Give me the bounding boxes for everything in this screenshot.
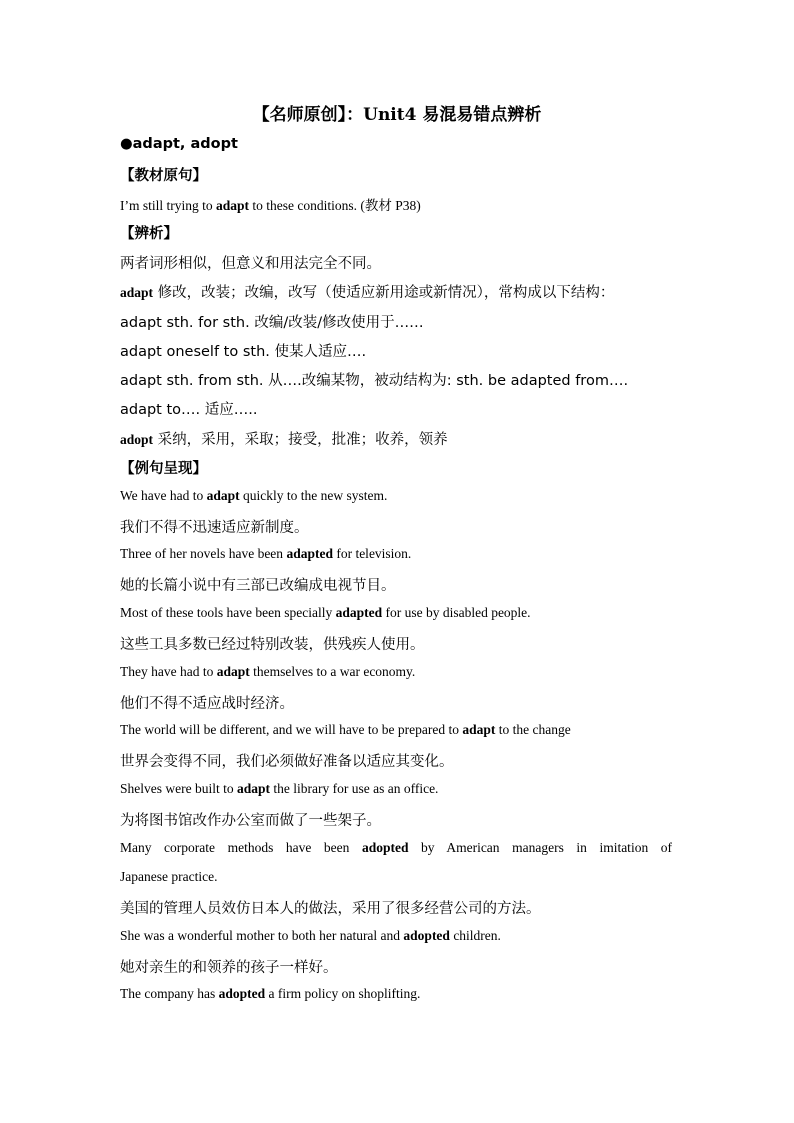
example-text: Most of these tools have been specially xyxy=(120,605,336,620)
example-en xyxy=(120,986,420,1002)
definition-text: 修改，改装；改编，改写（使适应新用途或新情况），常构成以下结构： xyxy=(153,285,615,301)
pattern-line: adapt sth. from sth. 从….改编某物，被动结构为: sth. be adapted from…. xyxy=(120,373,629,389)
example-keyword: adapt xyxy=(206,488,240,503)
sentence-keyword: adapt xyxy=(216,198,250,213)
pattern-line: adapt to…. 适应….. xyxy=(120,402,258,418)
example-en xyxy=(120,546,411,562)
sentence-text: I’m still trying to xyxy=(120,198,216,213)
example-keyword: adopted xyxy=(403,928,450,943)
example-en xyxy=(120,488,387,504)
example-keyword: adapted xyxy=(286,546,333,561)
example-text: for use by disabled people. xyxy=(382,605,531,620)
example-cn: 他们不得不适应战时经济。 xyxy=(120,696,294,712)
example-text: Shelves were built to xyxy=(120,781,237,796)
example-keyword: adopted xyxy=(218,986,266,1001)
adopt-definition xyxy=(120,428,448,449)
example-text: for television. xyxy=(332,546,412,561)
pattern-line: adapt oneself to sth. 使某人适应…. xyxy=(120,344,367,360)
example-text: We have had to xyxy=(120,488,207,503)
page-title: 【名师原创】：Unit4 易混易错点辨析 xyxy=(252,105,542,125)
example-text: by American managers in imitation of xyxy=(408,840,672,855)
example-text: They have had to xyxy=(120,664,217,679)
example-text: themselves to a war economy. xyxy=(249,664,416,679)
section-analysis-heading: 【辨析】 xyxy=(120,226,178,242)
definition-text: 采纳，采用，采取；接受，批准；收养，领养 xyxy=(153,432,448,448)
definition-keyword: adopt xyxy=(120,432,154,447)
example-en xyxy=(120,722,571,738)
example-text: She was a wonderful mother to both her natural and xyxy=(120,928,404,943)
example-text: The world will be different, and we will have to be prepared to xyxy=(120,722,463,737)
example-en xyxy=(120,781,438,797)
example-text: the library for use as an office. xyxy=(270,781,439,796)
example-text: a firm policy on shoplifting. xyxy=(265,986,421,1001)
example-en xyxy=(120,840,672,856)
example-en xyxy=(120,605,531,621)
example-cn: 世界会变得不同，我们必须做好准备以适应其变化。 xyxy=(120,754,454,770)
sentence-text: to these conditions. (教材 P38) xyxy=(249,198,421,213)
definition-keyword: adapt xyxy=(120,285,154,300)
example-en xyxy=(120,664,415,680)
example-keyword: adapt xyxy=(236,781,270,796)
analysis-intro: 两者词形相似，但意义和用法完全不同。 xyxy=(120,256,381,272)
example-cn: 为将图书馆改作办公室而做了一些架子。 xyxy=(120,813,381,829)
example-text: Three of her novels have been xyxy=(120,546,287,561)
example-keyword: adopted xyxy=(361,840,409,855)
example-cn: 我们不得不迅速适应新制度。 xyxy=(120,520,309,536)
pattern-line: adapt sth. for sth. 改编/改装/修改使用于…… xyxy=(120,315,424,331)
example-text: children. xyxy=(449,928,501,943)
example-cn: 美国的管理人员效仿日本人的做法，采用了很多经营公司的方法。 xyxy=(120,901,541,917)
example-en xyxy=(120,928,501,944)
section-original-heading: 【教材原句】 xyxy=(120,168,207,184)
topic-heading: ●adapt, adopt xyxy=(120,136,238,152)
example-en-continuation: Japanese practice. xyxy=(120,869,218,884)
example-cn: 她的长篇小说中有三部已改编成电视节目。 xyxy=(120,578,396,594)
original-sentence xyxy=(120,194,421,214)
example-text: Many corporate methods have been xyxy=(120,840,362,855)
adapt-definition xyxy=(120,281,614,302)
section-examples-heading: 【例句呈现】 xyxy=(120,461,207,477)
example-cn: 这些工具多数已经过特别改装，供残疾人使用。 xyxy=(120,637,425,653)
example-text: The company has xyxy=(120,986,219,1001)
example-cn: 她对亲生的和领养的孩子一样好。 xyxy=(120,960,338,976)
example-keyword: adapt xyxy=(216,664,250,679)
example-keyword: adapted xyxy=(335,605,383,620)
example-text: to the change xyxy=(495,722,571,737)
example-keyword: adapt xyxy=(462,722,496,737)
example-text: quickly to the new system. xyxy=(239,488,388,503)
